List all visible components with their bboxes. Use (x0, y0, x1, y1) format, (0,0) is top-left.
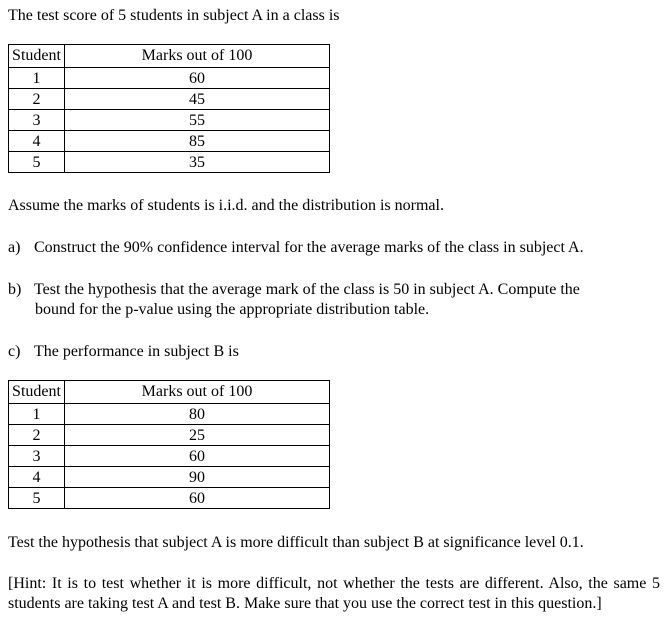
hint-paragraph: [Hint: It is to test whether it is more difficult, not whether the tests are different. Also, the same 5 students are taking test A and test B. Make sure that you use the correct test in this question.] (8, 575, 660, 612)
student-cell: 4 (9, 467, 65, 488)
column-header-marks: Marks out of 100 (65, 381, 330, 404)
table-row (9, 110, 330, 131)
question-b-line2: bound for the p-value using the appropriate distribution table. (35, 301, 430, 318)
table-row (9, 131, 330, 152)
question-a-label: a) (8, 239, 21, 256)
intro-text: The test score of 5 students in subject A in a class is (8, 7, 340, 24)
student-cell: 3 (9, 110, 65, 131)
column-header-student: Student (9, 381, 65, 404)
table-row (9, 89, 330, 110)
table-row (9, 488, 330, 509)
marks-cell: 60 (65, 446, 330, 467)
student-cell: 4 (9, 131, 65, 152)
table-header-row (9, 381, 330, 404)
question-a (8, 238, 584, 258)
question-c (8, 342, 239, 362)
column-header-student: Student (9, 45, 65, 68)
marks-cell: 25 (65, 425, 330, 446)
marks-cell: 85 (65, 131, 330, 152)
question-b (8, 280, 580, 300)
question-b-label: b) (8, 281, 22, 298)
student-cell: 3 (9, 446, 65, 467)
student-cell: 5 (9, 488, 65, 509)
student-cell: 2 (9, 89, 65, 110)
table-row (9, 152, 330, 173)
table-row (9, 467, 330, 488)
table-row (9, 404, 330, 425)
question-b-line1: Test the hypothesis that the average mark of the class is 50 in subject A. Compute the (34, 281, 580, 298)
table-row (9, 446, 330, 467)
marks-cell: 35 (65, 152, 330, 173)
question-c-label: c) (8, 343, 21, 360)
student-cell: 1 (9, 404, 65, 425)
test-statement: Test the hypothesis that subject A is more difficult than subject B at significance level 0.1. (8, 534, 584, 551)
table-row (9, 425, 330, 446)
table-row (9, 68, 330, 89)
subject-a-table (8, 44, 330, 173)
assumption-text: Assume the marks of students is i.i.d. and the distribution is normal. (8, 197, 444, 214)
marks-cell: 45 (65, 89, 330, 110)
student-cell: 5 (9, 152, 65, 173)
subject-b-table (8, 380, 330, 509)
student-cell: 1 (9, 68, 65, 89)
student-cell: 2 (9, 425, 65, 446)
column-header-marks: Marks out of 100 (65, 45, 330, 68)
marks-cell: 60 (65, 488, 330, 509)
marks-cell: 60 (65, 68, 330, 89)
marks-cell: 55 (65, 110, 330, 131)
question-a-text: Construct the 90% confidence interval for the average marks of the class in subject A. (34, 239, 584, 256)
marks-cell: 80 (65, 404, 330, 425)
table-header-row (9, 45, 330, 68)
marks-cell: 90 (65, 467, 330, 488)
question-c-text: The performance in subject B is (34, 343, 239, 360)
